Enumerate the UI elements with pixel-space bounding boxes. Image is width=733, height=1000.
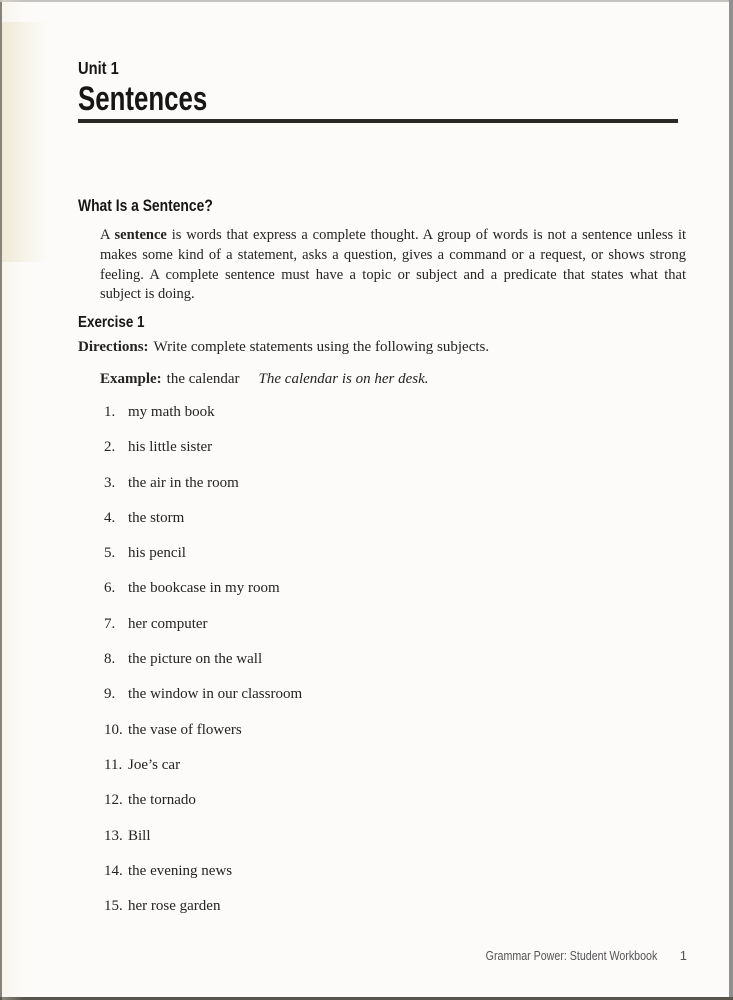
item-text: my math book xyxy=(128,404,215,420)
scan-shading-patch xyxy=(2,22,48,262)
item-text: the window in our classroom xyxy=(128,686,303,703)
exercise-heading xyxy=(78,314,157,332)
footer-page-number: 1 xyxy=(679,948,687,963)
item-number: 15. xyxy=(104,898,123,915)
item-number: 5. xyxy=(104,545,116,562)
page-title-text: Sentences xyxy=(78,80,208,118)
list-item xyxy=(104,402,302,422)
subject-list xyxy=(104,402,302,931)
example-label: Example: xyxy=(100,371,162,387)
directions-text: Write complete statements using the following subjects. xyxy=(153,339,490,355)
list-item xyxy=(104,508,302,528)
list-item xyxy=(104,684,302,704)
list-item xyxy=(104,614,302,634)
exercise-heading-text: Exercise 1 xyxy=(78,314,145,331)
item-text: his little sister xyxy=(128,439,213,456)
directions-line xyxy=(78,339,489,356)
unit-label xyxy=(78,58,127,79)
item-text: the tornado xyxy=(128,792,196,809)
item-number: 13. xyxy=(104,827,123,844)
page-footer xyxy=(448,948,687,963)
list-item xyxy=(104,826,302,846)
example-line xyxy=(100,371,429,388)
item-text: the picture on the wall xyxy=(128,651,263,668)
scan-edge-top xyxy=(0,0,733,2)
item-text: the vase of flowers xyxy=(128,721,242,738)
list-item xyxy=(104,649,302,669)
item-number: 6. xyxy=(104,580,116,597)
item-number: 9. xyxy=(104,686,116,703)
list-item xyxy=(104,437,302,457)
footer-book-title: Grammar Power: Student Workbook xyxy=(486,948,658,963)
item-text: the evening news xyxy=(128,862,233,879)
item-text: her computer xyxy=(128,615,208,632)
directions-label: Directions: xyxy=(78,339,149,355)
title-rule xyxy=(78,119,678,123)
item-text: his pencil xyxy=(128,545,186,562)
scan-edge-right xyxy=(729,0,733,1000)
example-subject: the calendar xyxy=(166,371,240,387)
list-item xyxy=(104,755,302,775)
list-item xyxy=(104,790,302,810)
item-text: Bill xyxy=(128,827,151,844)
list-item xyxy=(104,543,302,563)
list-item xyxy=(104,896,302,916)
list-item xyxy=(104,578,302,598)
item-number: 4. xyxy=(104,509,116,526)
item-number: 8. xyxy=(104,651,116,668)
item-number: 3. xyxy=(104,474,116,491)
item-number: 1. xyxy=(104,404,116,420)
list-item xyxy=(104,720,302,740)
example-sentence: The calendar is on her desk. xyxy=(258,371,429,387)
item-number: 10. xyxy=(104,721,123,738)
item-number: 2. xyxy=(104,439,116,456)
item-number: 12. xyxy=(104,792,123,809)
intro-lead: A xyxy=(100,227,115,243)
item-text: her rose garden xyxy=(128,898,221,915)
section-heading-text: What Is a Sentence? xyxy=(78,197,213,215)
intro-rest: is words that express a complete thought. A group of words is not a sentence unless it makes some kind of a statement, asks a question, gives a command or a request, or shows strong feeling. A complete sentence must have a topic or subject and a predicate that states what that subject is doing. xyxy=(100,227,687,303)
item-text: the bookcase in my room xyxy=(128,580,280,597)
intro-bold-word: sentence xyxy=(114,227,167,243)
intro-paragraph xyxy=(100,226,686,305)
list-item xyxy=(104,473,302,493)
unit-label-text: Unit 1 xyxy=(78,58,119,78)
item-text: the storm xyxy=(128,509,185,526)
item-text: the air in the room xyxy=(128,474,239,491)
page-title xyxy=(78,80,248,119)
item-text: Joe’s car xyxy=(128,756,181,773)
list-item xyxy=(104,861,302,881)
item-number: 7. xyxy=(104,615,116,632)
section-heading xyxy=(78,197,238,216)
item-number: 11. xyxy=(104,756,123,773)
item-number: 14. xyxy=(104,862,123,879)
